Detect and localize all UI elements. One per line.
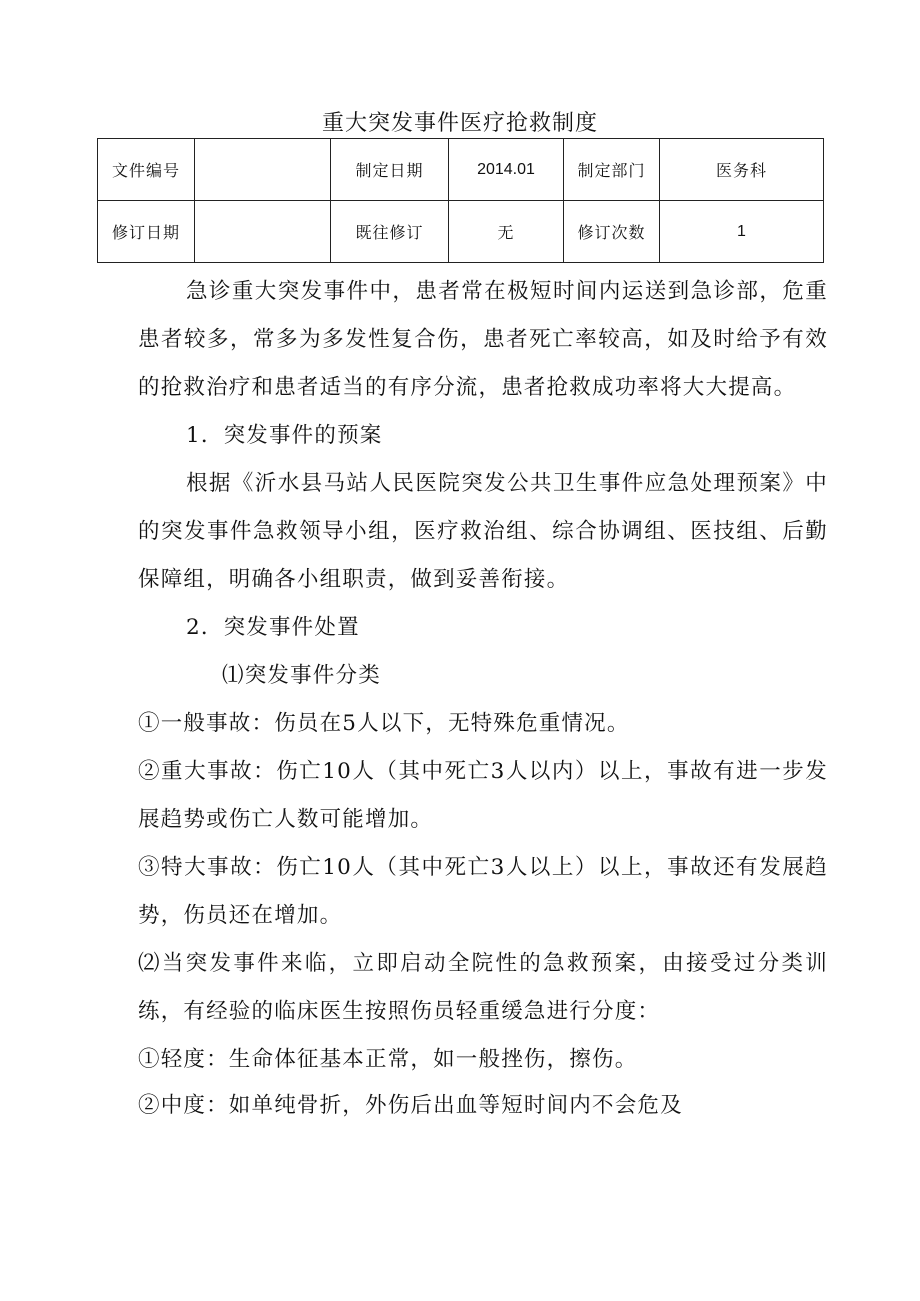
section-1-heading: 1．突发事件的预案 (186, 423, 383, 448)
subsection-2-paragraph: ⑵当突发事件来临，立即启动全院性的急救预案，由接受过分类训练，有经验的临床医生按照伤员轻重缓急进行分度： (138, 951, 828, 1024)
revision-date-label: 修订日期 (98, 201, 195, 263)
issue-date-value: 2014.01 (449, 139, 564, 201)
file-number-value (195, 139, 331, 201)
table-row (98, 201, 824, 263)
issue-date-label: 制定日期 (331, 139, 449, 201)
document-meta-table (97, 138, 824, 263)
severity-grade-1: ①轻度：生命体征基本正常，如一般挫伤，擦伤。 (138, 1047, 638, 1072)
previous-revision-label: 既往修订 (331, 201, 449, 263)
section-2-heading: 2．突发事件处置 (186, 615, 360, 640)
classification-item-1: ①一般事故：伤员在5人以下，无特殊危重情况。 (138, 711, 630, 736)
table-row (98, 139, 824, 201)
section-1-paragraph: 根据《沂水县马站人民医院突发公共卫生事件应急处理预案》中的突发事件急救领导小组，医疗救治组、综合协调组、医技组、后勤保障组，明确各小组职责，做到妥善衔接。 (138, 471, 828, 592)
severity-grade-2: ②中度：如单纯骨折，外伤后出血等短时间内不会危及 (138, 1093, 683, 1118)
classification-item-2: ②重大事故：伤亡10人（其中死亡3人以内）以上，事故有进一步发展趋势或伤亡人数可能增加。 (138, 759, 828, 832)
revision-count-value: 1 (660, 201, 824, 263)
revision-date-value (195, 201, 331, 263)
classification-item-3: ③特大事故：伤亡10人（其中死亡3人以上）以上，事故还有发展趋势，伤员还在增加。 (138, 855, 828, 928)
previous-revision-value: 无 (449, 201, 564, 263)
subsection-1-heading: ⑴突发事件分类 (222, 663, 381, 688)
revision-count-label: 修订次数 (564, 201, 660, 263)
document-title: 重大突发事件医疗抢救制度 (321, 111, 598, 136)
file-number-label: 文件编号 (98, 139, 195, 201)
department-label: 制定部门 (564, 139, 660, 201)
document-body (138, 268, 828, 1128)
department-value: 医务科 (660, 139, 824, 201)
intro-paragraph: 急诊重大突发事件中，患者常在极短时间内运送到急诊部，危重患者较多，常多为多发性复合伤，患者死亡率较高，如及时给予有效的抢救治疗和患者适当的有序分流，患者抢救成功率将大大提高。 (138, 279, 828, 400)
